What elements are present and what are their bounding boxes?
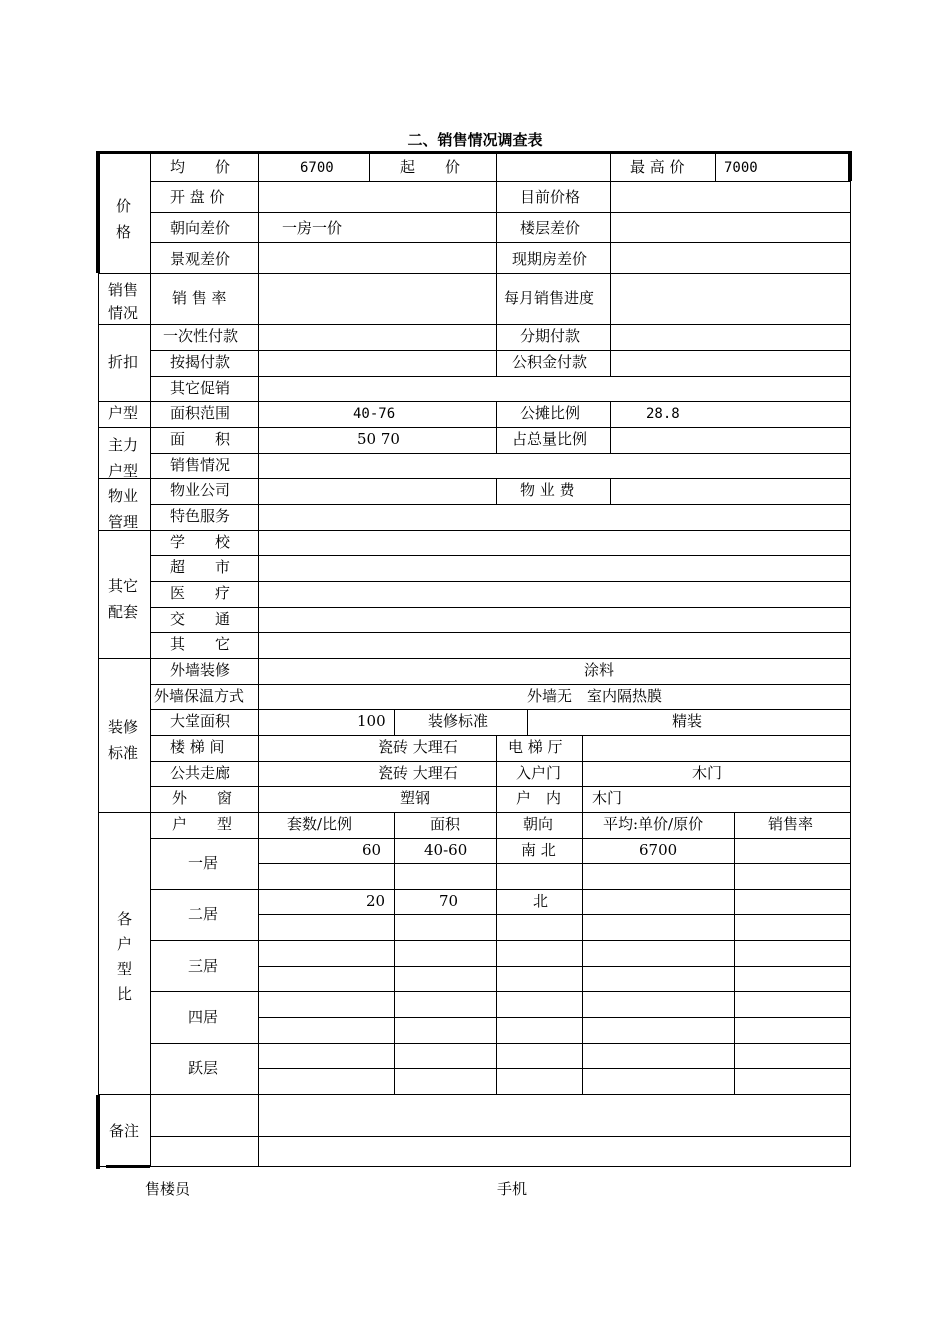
col-header-type: 户 型 (172, 815, 233, 833)
mortgage-label: 按揭付款 (170, 353, 231, 371)
table-rule (258, 151, 259, 1167)
table-rule (496, 151, 497, 324)
layout-price: 6700 (639, 841, 678, 859)
layout-type: 二居 (188, 905, 219, 923)
layout-type: 三居 (188, 957, 219, 975)
layout-orient: 南 北 (521, 841, 556, 859)
remarks-label: 备注 (109, 1122, 140, 1140)
avg-price-value: 6700 (300, 160, 334, 176)
table-rule (150, 151, 151, 1167)
table-rule (150, 761, 850, 762)
lobby-area-value: 100 (357, 712, 386, 730)
sales-section-label: 销售 情况 (108, 281, 139, 322)
max-price-label: 最 高 价 (630, 158, 685, 176)
table-rule (496, 478, 497, 504)
border-accent (96, 151, 850, 154)
layout-count: 60 (362, 841, 382, 859)
table-rule (150, 212, 850, 213)
table-rule (98, 401, 850, 402)
other-facility-label: 其 它 (170, 635, 231, 653)
table-rule (258, 966, 850, 967)
insulation-label: 外墙保温方式 (154, 687, 245, 705)
table-rule (610, 324, 611, 376)
table-rule (150, 1136, 850, 1137)
table-rule (715, 151, 716, 181)
table-rule (98, 324, 850, 325)
table-rule (150, 889, 850, 890)
window-value: 塑钢 (400, 789, 431, 807)
layout-orient: 北 (533, 892, 549, 910)
indoor-value: 木门 (592, 789, 623, 807)
col-header-orient: 朝向 (523, 815, 554, 833)
orient-price-value: 一房一价 (282, 219, 343, 237)
sales-rate-label: 销 售 率 (172, 289, 227, 307)
table-rule (150, 991, 850, 992)
table-rule (150, 838, 850, 839)
table-rule (150, 1043, 850, 1044)
layout-area: 70 (439, 892, 459, 910)
table-rule (98, 658, 850, 659)
total-ratio-label: 占总量比例 (512, 430, 588, 448)
table-rule (150, 350, 850, 351)
table-rule (394, 812, 395, 1094)
page-title: 二、销售情况调查表 (407, 131, 543, 149)
price-section-label: 价 格 (116, 197, 132, 241)
table-rule (150, 504, 850, 505)
table-rule (258, 914, 850, 915)
area-value: 50 70 (357, 430, 400, 448)
special-service-label: 特色服务 (170, 507, 231, 525)
table-rule (527, 709, 528, 735)
main-unit-section-label: 主力 户型 (108, 436, 139, 480)
stairwell-value: 瓷砖 大理石 (378, 738, 458, 756)
layout-count: 20 (366, 892, 386, 910)
table-rule (150, 555, 850, 556)
share-ratio-value: 28.8 (646, 406, 680, 422)
entry-door-label: 入户门 (516, 764, 562, 782)
table-rule (150, 940, 850, 941)
table-rule (150, 181, 850, 182)
unit-section-label: 户型 (108, 404, 139, 422)
stairwell-label: 楼 梯 间 (170, 738, 225, 756)
table-rule (98, 478, 850, 479)
table-rule (98, 530, 850, 531)
elevator-hall-label: 电 梯 厅 (508, 738, 563, 756)
table-rule (150, 376, 850, 377)
avg-price-label: 均 价 (170, 158, 231, 176)
layout-type: 跃层 (188, 1059, 219, 1077)
table-rule (496, 812, 497, 1094)
table-rule (496, 735, 497, 812)
decoration-section-label: 装修 标准 (108, 718, 139, 762)
layout-type: 一居 (188, 854, 219, 872)
decor-standard-label: 装修标准 (428, 712, 489, 730)
traffic-label: 交 通 (170, 610, 231, 628)
property-fee-label: 物 业 费 (520, 481, 575, 499)
corridor-label: 公共走廊 (170, 764, 231, 782)
layouts-section-label: 各 户 型 比 (117, 910, 133, 1003)
window-label: 外 窗 (172, 789, 233, 807)
table-rule (258, 1017, 850, 1018)
share-ratio-label: 公摊比例 (520, 404, 581, 422)
table-rule (496, 401, 497, 453)
other-promo-label: 其它促销 (170, 379, 231, 397)
discount-section-label: 折扣 (108, 353, 139, 371)
decor-standard-value: 精装 (672, 712, 703, 730)
table-rule (582, 812, 583, 1094)
corridor-value: 瓷砖 大理石 (378, 764, 458, 782)
phone-label: 手机 (497, 1180, 528, 1198)
insulation-value: 外墙无 室内隔热膜 (527, 687, 663, 705)
border-accent (96, 1095, 100, 1169)
area-label: 面 积 (170, 430, 231, 448)
table-rule (150, 786, 850, 787)
table-rule (150, 632, 850, 633)
open-price-label: 开 盘 价 (170, 188, 225, 206)
view-price-label: 景观差价 (170, 250, 231, 268)
indoor-label: 户 内 (516, 789, 562, 807)
table-rule (98, 273, 850, 274)
table-rule (150, 581, 850, 582)
table-rule (734, 812, 735, 1094)
border-accent (96, 151, 100, 273)
table-rule (98, 812, 850, 813)
property-company-label: 物业公司 (170, 481, 231, 499)
seller-label: 售楼员 (145, 1180, 191, 1198)
table-rule (610, 401, 611, 453)
table-rule (150, 607, 850, 608)
col-header-price: 平均:单价/原价 (603, 815, 704, 833)
current-price-label: 目前价格 (520, 188, 581, 206)
unit-sales-label: 销售情况 (170, 456, 231, 474)
layout-type: 四居 (188, 1008, 219, 1026)
table-rule (98, 1094, 850, 1095)
col-header-area: 面积 (430, 815, 461, 833)
market-label: 超 市 (170, 558, 231, 576)
lump-sum-label: 一次性付款 (163, 327, 239, 345)
table-rule (610, 151, 611, 324)
table-rule (150, 453, 850, 454)
ready-price-label: 现期房差价 (512, 250, 588, 268)
exterior-label: 外墙装修 (170, 661, 231, 679)
table-rule (150, 735, 850, 736)
start-price-label: 起 价 (400, 158, 461, 176)
table-rule (258, 1068, 850, 1069)
col-header-count: 套数/比例 (287, 815, 353, 833)
table-rule (258, 863, 850, 864)
facilities-section-label: 其它 配套 (108, 577, 139, 621)
table-rule (582, 735, 583, 812)
border-accent (106, 1165, 150, 1168)
orient-price-label: 朝向差价 (170, 219, 231, 237)
installment-label: 分期付款 (520, 327, 581, 345)
area-range-label: 面积范围 (170, 404, 231, 422)
col-header-rate: 销售率 (768, 815, 814, 833)
table-rule (98, 427, 850, 428)
school-label: 学 校 (170, 533, 231, 551)
property-section-label: 物业 管理 (108, 487, 139, 531)
table-rule (610, 478, 611, 504)
monthly-progress-label: 每月销售进度 (504, 289, 595, 307)
lobby-area-label: 大堂面积 (170, 712, 231, 730)
max-price-value: 7000 (724, 160, 758, 176)
table-rule (150, 242, 850, 243)
table-rule (496, 324, 497, 376)
entry-door-value: 木门 (692, 764, 723, 782)
fund-label: 公积金付款 (512, 353, 588, 371)
table-rule (150, 684, 850, 685)
table-rule (369, 151, 370, 181)
floor-price-label: 楼层差价 (520, 219, 581, 237)
exterior-value: 涂料 (584, 661, 615, 679)
medical-label: 医 疗 (170, 584, 231, 602)
border-accent (848, 151, 852, 181)
table-rule (394, 709, 395, 735)
layout-area: 40-60 (424, 841, 468, 859)
table-rule (150, 709, 850, 710)
area-range-value: 40-76 (353, 406, 396, 422)
